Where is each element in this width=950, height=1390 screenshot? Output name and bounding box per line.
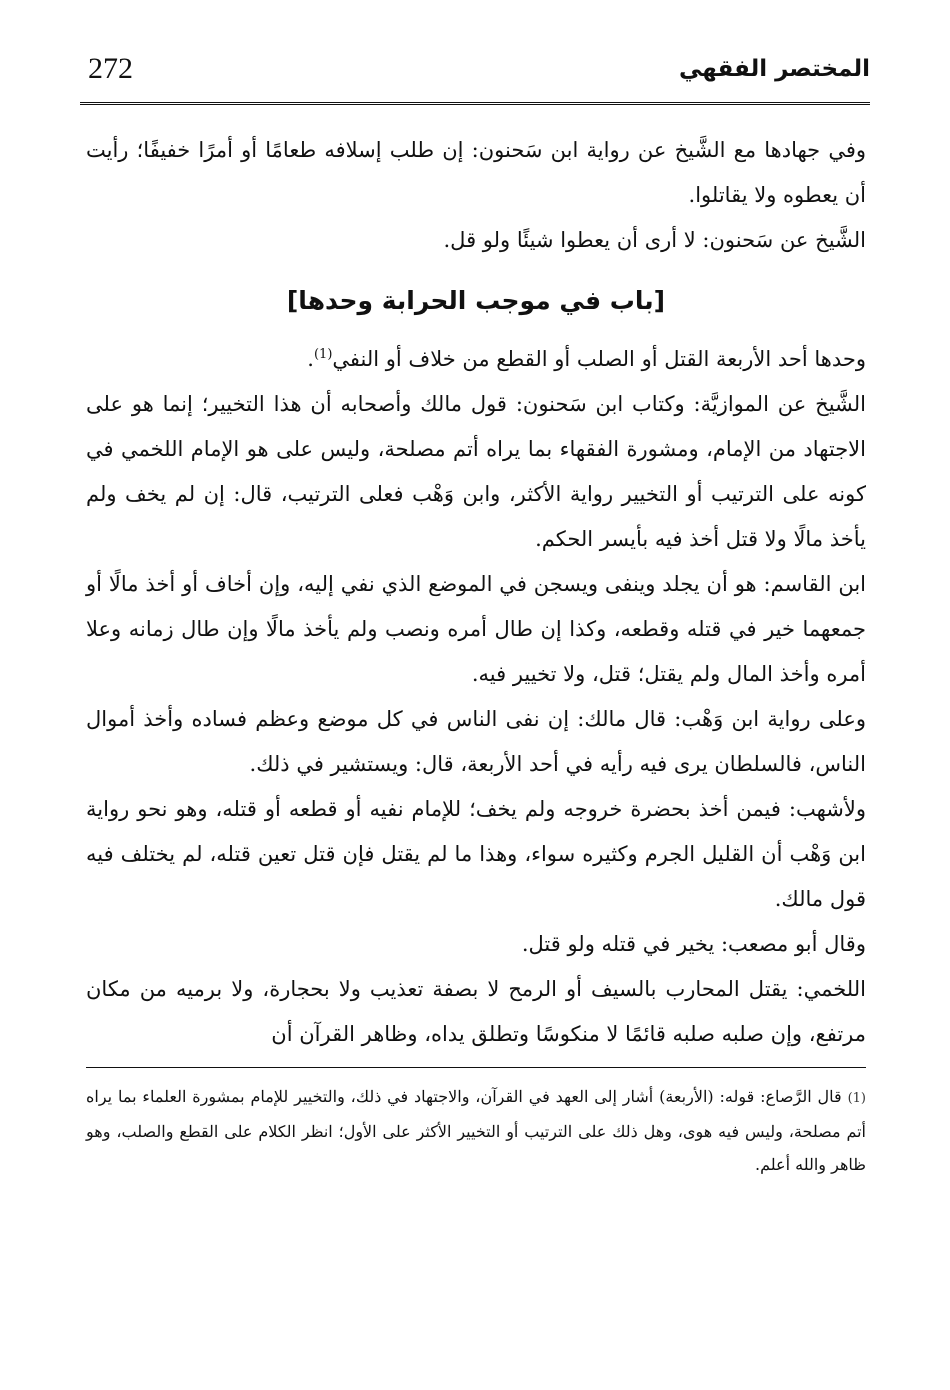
paragraph: وقال أبو مصعب: يخير في قتله ولو قتل. xyxy=(521,932,866,956)
paragraph: وفي جهادها مع الشَّيخ عن رواية ابن سَحنون: إن طلب إسلافه طعامًا أو أمرًا خفيفًا؛ رأيت أن يعطوه ولا يقاتلوا. xyxy=(86,138,866,207)
chapter-title: [باب في موجب الحرابة وحدها] xyxy=(286,286,666,315)
paragraph: ولأشهب: فيمن أخذ بحضرة خروجه ولم يخف؛ للإمام نفيه أو قطعه أو قتله، وهو نحو رواية ابن وَهْب أن القليل الجرم وكثيره سواء، وهذا ما لم يقتل فإن قتل تعين قتله، لم يختلف فيه قول مالك. xyxy=(86,797,866,911)
running-title: المختصر الفقهي xyxy=(679,56,870,82)
page-header xyxy=(80,52,870,105)
page-number: 272 xyxy=(88,52,133,85)
footnote-number: (1) xyxy=(847,1091,866,1106)
paragraph: وعلى رواية ابن وَهْب: قال مالك: إن نفى الناس في كل موضع وعظم فساده وأخذ أموال الناس، فالسلطان يرى فيه رأيه في أحد الأربعة، قال: ويستشير في ذلك. xyxy=(86,707,866,776)
paragraph: الشَّيخ عن سَحنون: لا أرى أن يعطوا شيئًا ولو قل. xyxy=(443,228,866,252)
paragraph: اللخمي: يقتل المحارب بالسيف أو الرمح لا بصفة تعذيب ولا بحجارة، ولا برميه من مكان مرتفع، وإن صلبه صلبه قائمًا لا منكوسًا وتطلق يداه، وظاهر القرآن أن xyxy=(86,977,866,1046)
paragraph: الشَّيخ عن الموازيَّة: وكتاب ابن سَحنون: قول مالك وأصحابه أن هذا التخيير؛ إنما هو على الاجتهاد من الإمام، ومشورة الفقهاء بما يراه أتم مصلحة، وليس على هو الإمام اللخمي في كونه على الترتيب أو التخيير رواية الأكثر، وابن وَهْب فعلى الترتيب، قال: إن لم يخف ولم يأخذ مالًا ولا قتل أخذ فيه بأيسر الحكم. xyxy=(86,392,866,551)
paragraph: ابن القاسم: هو أن يجلد وينفى ويسجن في الموضع الذي نفي إليه، وإن أخاف أو أخذ مالًا أو جمعهما خير في قتله وقطعه، وكذا إن طال أمره ونصب ولم يأخذ مالًا وإن طال زمانه وعلا أمره وأخذ المال ولم يقتل؛ قتل، ولا تخيير فيه. xyxy=(86,572,866,686)
intro-text: وحدها أحد الأربعة القتل أو الصلب أو القطع من خلاف أو النفي xyxy=(332,347,866,371)
intro-end: . xyxy=(307,347,314,371)
footnote xyxy=(86,1080,866,1181)
footnote-divider xyxy=(86,1067,866,1068)
footnote-reference[interactable]: (1) xyxy=(313,347,333,362)
intro-paragraph xyxy=(86,337,866,382)
footnote-text: قال الرَّصاع: قوله: (الأربعة) أشار إلى العهد في القرآن، والاجتهاد في ذلك، والتخيير للإمام بمشورة العلماء بما يراه أتم مصلحة، وليس فيه هوى، وهل ذلك على الترتيب أو التخيير الأكثر على الأول؛ انظر الكلام على القطع والصلب، وهو ظاهر والله أعلم. xyxy=(86,1087,866,1174)
page-body xyxy=(86,128,866,1181)
